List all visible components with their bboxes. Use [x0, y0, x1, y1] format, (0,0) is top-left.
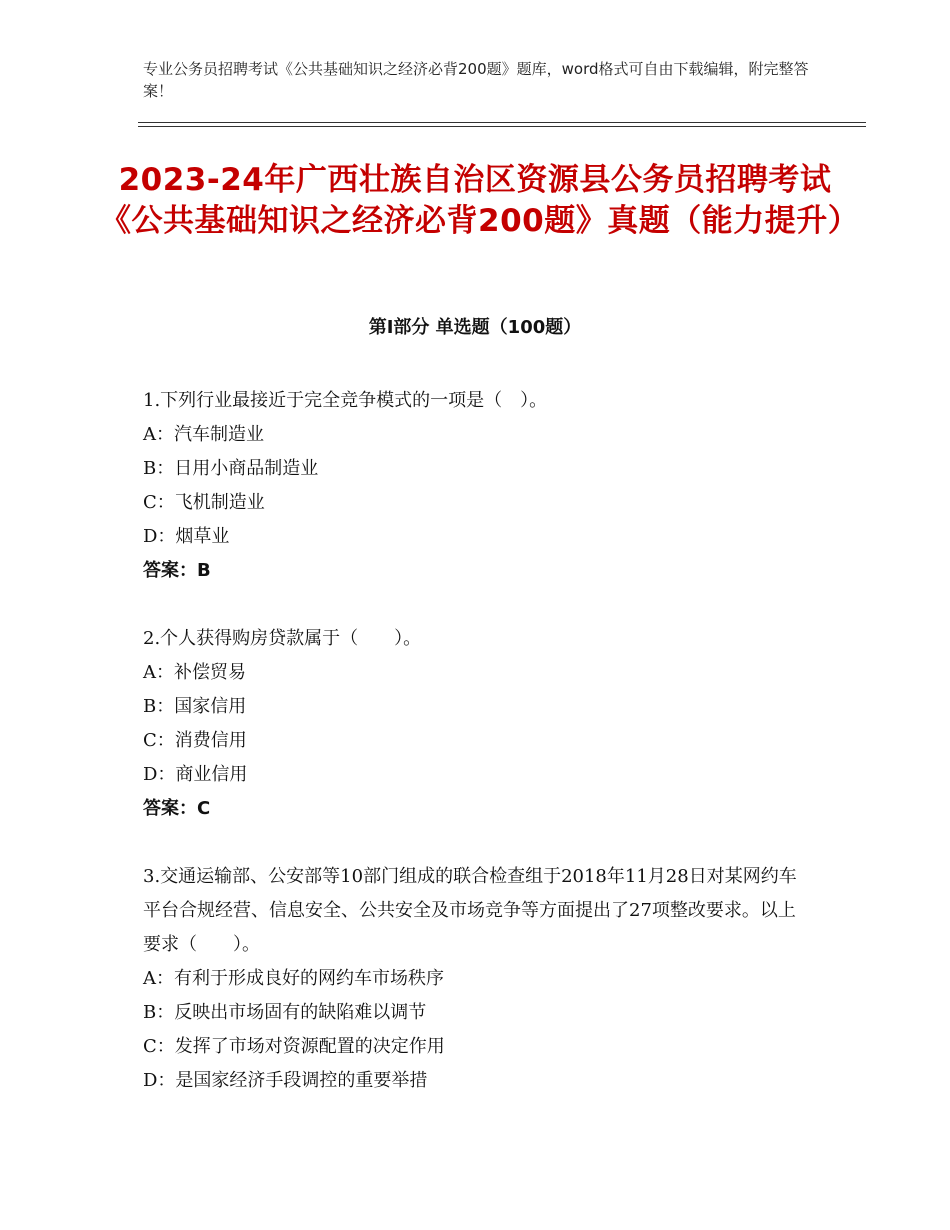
question-stem: 2.个人获得购房贷款属于（ ）。	[143, 628, 422, 649]
option-a: A：有利于形成良好的网约车市场秩序	[143, 968, 444, 989]
option-b: B：反映出市场固有的缺陷难以调节	[143, 1002, 427, 1023]
option-d: D：是国家经济手段调控的重要举措	[143, 1070, 428, 1091]
option-b: B：国家信用	[143, 696, 247, 717]
section-title: 第Ⅰ部分 单选题（100题）	[368, 317, 582, 338]
option-c: C：消费信用	[143, 730, 247, 751]
question-3	[143, 860, 813, 1098]
option-a: A：汽车制造业	[143, 424, 264, 445]
option-b: B：日用小商品制造业	[143, 458, 319, 479]
question-2	[143, 622, 813, 826]
header-rule-top	[138, 122, 866, 123]
option-d: D：烟草业	[143, 526, 230, 547]
header-rule-bottom	[138, 126, 866, 127]
option-d: D：商业信用	[143, 764, 248, 785]
document-title: 2023-24年广西壮族自治区资源县公务员招聘考试《公共基础知识之经济必背200题》真题（能力提升）	[100, 162, 860, 239]
answer: 答案：C	[143, 798, 211, 819]
option-c: C：发挥了市场对资源配置的决定作用	[143, 1036, 445, 1057]
option-a: A：补偿贸易	[143, 662, 246, 683]
answer: 答案：B	[143, 560, 211, 581]
question-stem: 1.下列行业最接近于完全竞争模式的一项是（ ）。	[143, 390, 548, 411]
header-note: 专业公务员招聘考试《公共基础知识之经济必背200题》题库，word格式可自由下载编辑，附完整答案！	[143, 60, 809, 100]
question-stem: 3.交通运输部、公安部等10部门组成的联合检查组于2018年11月28日对某网约车平台合规经营、信息安全、公共安全及市场竞争等方面提出了27项整改要求。以上要求（ ）。	[143, 866, 797, 955]
question-1	[143, 384, 813, 588]
option-c: C：飞机制造业	[143, 492, 265, 513]
question-list	[143, 384, 813, 1132]
